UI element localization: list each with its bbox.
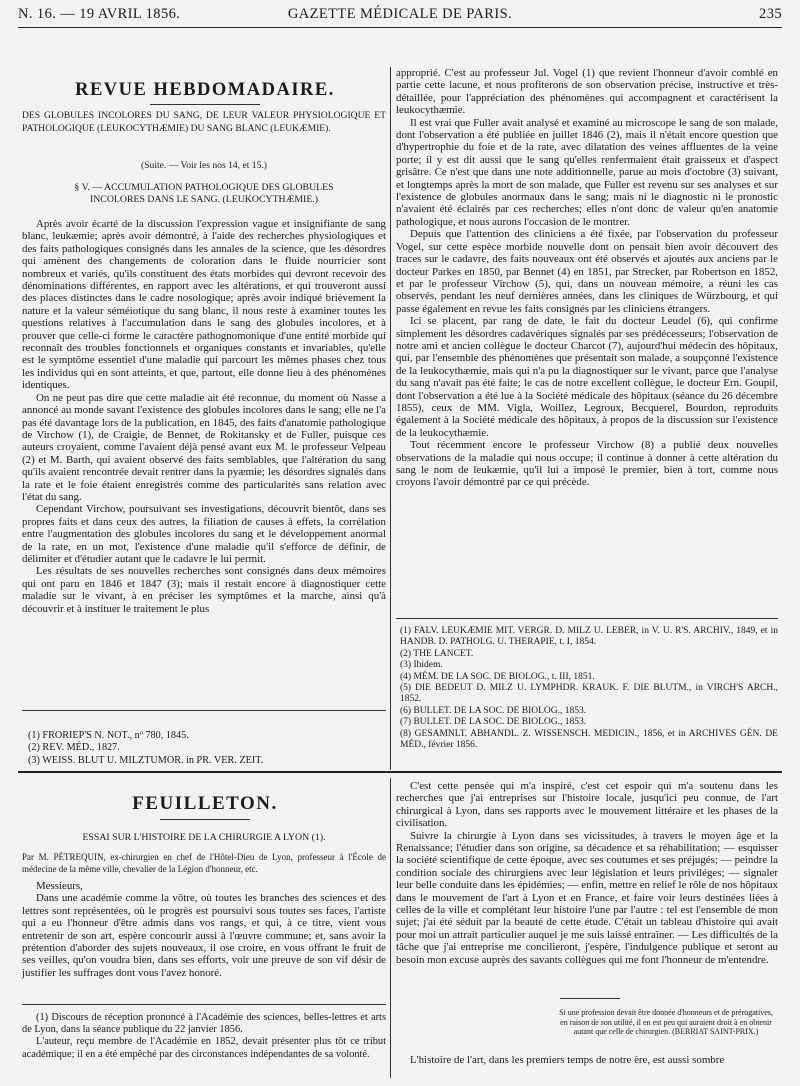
essay-byline: Par M. PÉTREQUIN, ex-chirurgien en chef de l'Hôtel-Dieu de Lyon, professeur à l'École de médecine de la même ville, chevalier de la Légion d'honneur, etc. — [22, 852, 386, 874]
feuilleton-closing: L'histoire de l'art, dans les premiers temps de notre ère, est aussi sombre — [410, 1054, 725, 1066]
footnote: (3) WEISS. BLUT U. MILZTUMOR. in PR. VER. ZEIT. — [28, 754, 264, 766]
footnote: (6) BULLET. DE LA SOC. DE BIOLOG., 1853. — [400, 705, 587, 716]
column-divider-top — [390, 67, 391, 770]
revue-suite: (Suite. — Voir les nos 14, et 15.) — [141, 160, 267, 171]
footnote: (8) GESAMNLT. ABHANDL. Z. WISSENSCH. MEDICIN., 1856, et in ARCHIVES GÉN. DE MÉD., février 1856. — [400, 728, 778, 751]
paragraph: Les résultats de ses nouvelles recherches sont consignés dans deux mémoires qui ont paru en 1846 et 1847 (3); mais il restait encore à diagnostiquer cette maladie sur le vivant, à en préciser les symptômes et la marche, ainsi qu'à découvrir et à instituer le traitement le plus — [22, 565, 386, 615]
feuilleton-title-rule — [160, 819, 250, 820]
page-number: 235 — [759, 6, 782, 22]
epigraph: Si une profession devait être donnée d'honneurs et de prérogatives, en raison de son utilité, il en est peu qui auraient droit à en obtenir autant que celle de chirurgien. (BERRIAT SAINT-PRIX.) — [559, 1008, 773, 1036]
paragraph: Ici se placent, par rang de date, le fait du docteur Leudel (6), qui confirme simplement les désordres cadavériques signalés par ses prédécesseurs; l'observation de notre ami et ancien collègue le docteur Charcot (7), aujourd'hui médecin des hôpitaux, qui, par l'ensemble des phénomènes que présentait son malade, a soupçonné l'existence de la leukocythæmie, mais qui n'a pu la diagnostiquer sur le vivant, parce que l'analyse du sang n'avait pas été faite; le cas de notre excellent collègue, le docteur Ern. Goupil, dont l'observation a été lue à la Société médicale des hôpitaux (séance du 26 décembre 1855), ceux de MM. Vigla, Woillez, Legroux, Becquerel, Bourdon, reproduits également à la Société médicale des hôpitaux, à propos de la discussion sur l'existence de la leukocythæmie. — [396, 315, 778, 439]
paragraph: Tout récemment encore le professeur Virchow (8) a publié deux nouvelles observations de la maladie qui nous occupe; il continue à donner à cette altération du sang le nom de leukæmie, qu'il lui a imposé le premier, bien à tort, comme nous croyons l'avoir démontré par ce qui précède. — [396, 439, 778, 489]
issue-date: N. 16. — 19 AVRIL 1856. — [18, 6, 181, 22]
feuilleton-title: FEUILLETON. — [132, 793, 278, 814]
revue-title: REVUE HEBDOMADAIRE. — [75, 80, 335, 100]
footnote-rule-right — [396, 618, 778, 619]
paragraph: Depuis que l'attention des cliniciens a été fixée, par l'observation du professeur Vogel, sur cette espèce morbide nouvelle dont on pensait bien avoir découvert des traces sur le cadavre, des faits nouveaux ont été observés et ajoutés aux anciens par le docteur Parkes en 1850, par Bennet (4) en 1851, par Strecker, par Robertson en 1852, et par le professeur Virchow (5), qui, dans un nouveau mémoire, a réuni les cas observés, pendant les neuf dernières années, dans les cliniques de Würzbourg, et qui passe également en revue les faits consignés par les cliniciens étrangers. — [396, 228, 778, 315]
title-rule — [150, 104, 260, 105]
revue-section-heading: § V. — ACCUMULATION PATHOLOGIQUE DES GLOBULES INCOLORES DANS LE SANG. (LEUKOCYTHÆMIE.) — [74, 182, 334, 206]
footnote: L'auteur, reçu membre de l'Académie en 1852, devait présenter plus tôt ce tribut académique; il en a été empêché par des circonstances indépendantes de sa volonté. — [22, 1036, 386, 1060]
footnote: (4) MÉM. DE LA SOC. DE BIOLOG., t. III, 1851. — [400, 671, 595, 682]
revue-right-footnotes — [400, 626, 778, 751]
essay-title: ESSAI SUR L'HISTOIRE DE LA CHIRURGIE A LYON (1). — [82, 832, 326, 843]
salutation: Messieurs, — [36, 880, 83, 892]
footnote: (2) REV. MÉD., 1827. — [28, 742, 120, 754]
revue-subtitle: DES GLOBULES INCOLORES DU SANG, DE LEUR VALEUR PHYSIOLOGIQUE ET PATHOLOGIQUE (LEUKOCYTHÆMIE) DU SANG BLANC (LEUKÆMIE). — [22, 110, 386, 134]
feuilleton-left-column — [22, 880, 386, 979]
journal-name: GAZETTE MÉDICALE DE PARIS. — [287, 6, 513, 22]
footnote: (7) BULLET. DE LA SOC. DE BIOLOG., 1853. — [400, 717, 587, 728]
feuilleton-footnote — [22, 1012, 386, 1061]
revue-right-column — [396, 67, 778, 607]
revue-left-footnotes — [28, 730, 384, 767]
revue-left-column — [22, 218, 386, 698]
column-divider-bottom — [390, 778, 391, 1078]
paragraph: Suivre la chirurgie à Lyon dans ses vicissitudes, à travers le moyen âge et la Renaissance; l'étudier dans son origine, sa décadence et sa réhabilitation; — esquisser la société scientifique de cette époque, avec ses coutumes et ses préjugés; — peindre la condition sociale des chirurgiens avec leur législation et leurs priviléges; — signaler leur belle conduite dans les épidémies; — enfin, mettre en relief le rôle de nos hôpitaux dans le mouvement de l'art à Lyon et en France, et faire voir leurs destinées liées à celles de la ville et complétant leur histoire l'une par l'autre : tel est l'ensemble de mon sujet; j'ai été séduit par la beauté de cette étude. C'était un tableau d'histoire qui avait pour moi un attrait particulier auquel je me suis laissé entraîner. — Les difficultés de la tâche que j'ai entreprise me concilieront, j'espère, l'indulgence publique et seront au besoin mon excuse auprès des savants collègues qui me font l'honneur de m'entendre. — [396, 829, 778, 966]
footnote: (5) DIE BEDEUT D. MILZ U. LYMPHDR. KRAUK. F. DIE BLUTM., in VIRCH'S ARCH., 1852. — [400, 683, 778, 705]
footnote: (2) THE LANCET. — [400, 648, 474, 659]
feuilleton-footnote-rule — [22, 1004, 386, 1005]
epigraph-rule — [560, 998, 620, 999]
paragraph: approprié. C'est au professeur Jul. Vogel (1) que revient l'honneur d'avoir comblé en partie cette lacune, et nous profiterons de son observation précise, instructive et très-détaillée, pour l'appréciation des phénomènes qui accompagnent et caractérisent la leukocythæmie. — [396, 67, 778, 117]
footnote: (1) FRORIEP'S N. NOT., nº 780, 1845. — [28, 730, 189, 741]
footnote: (3) Ibidem. — [400, 660, 443, 671]
paragraph: Dans une académie comme la vôtre, où toutes les branches des sciences et des lettres sont représentées, où le progrès est poursuivi sous toutes ses faces, l'artiste qui a eu l'honneur d'être admis dans vos rangs, et qui, à ce titre, vient vous entretenir de son art, espère concourir aussi à l'œuvre commune; et, sans avoir la prétention d'aborder des sujets nouveaux, il ose croire, en vous offrant le fruit de ses veilles, qu'on voudra bien, dans ses efforts, voir une preuve de son vif désir de justifier les suffrages dont vous l'avez honoré. — [22, 892, 386, 979]
paragraph: C'est cette pensée qui m'a inspiré, c'est cet espoir qui m'a soutenu dans les recherches que j'ai entreprises sur l'histoire locale, jusqu'ici peu connue, de l'art chirurgical à Lyon, dans ses rapports avec le mouvement littéraire et les phases de la civilisation. — [396, 780, 778, 830]
footnote: (1) Discours de réception prononcé à l'Académie des sciences, belles-lettres et arts de Lyon, dans la séance publique du 22 janvier 1856. — [22, 1012, 386, 1036]
paragraph: On ne peut pas dire que cette maladie ait été reconnue, du moment où Nasse a annoncé au monde savant l'existence des globules incolores dans le sang; elle ne l'a pas été davantage lors de la publication, en 1845, des faits d'anatomie pathologique de Virchow (1), de Craigie, de Bennet, de Rokitansky et de Fuller, puisque ces auteurs croyaient, comme l'avaient déjà pensé avant eux M. le professeur Velpeau (2) et M. Barth, qui avaient observé des faits semblables, que l'altération du sang qu'ils avaient rencontrée devait rentrer dans la pyæmie; les désordres signalés dans la rate et le foie étaient enregistrés comme des particularités sans relation avec l'état du sang. — [22, 391, 386, 503]
footnote: (1) FALV. LEUKÆMIE MIT. VERGR. D. MILZ U. LEBER, in V. U. R'S. ARCHIV., 1849, et in HANDB. D. PATHOLG. U. THERAPIE, t. I, 1854. — [400, 626, 778, 648]
footnote-rule-left — [22, 710, 386, 711]
feuilleton-separator — [18, 771, 782, 775]
feuilleton-right-column — [396, 780, 778, 966]
running-head — [18, 6, 782, 26]
paragraph: Cependant Virchow, poursuivant ses investigations, découvrit bientôt, dans ses propres faits et dans ceux des autres, la filiation de causes à effets, la corrélation entre l'augmentation des globules incolores du sang et le développement anormal de la rate, en un mot, l'existence d'une maladie qu'il s'efforce de définir, de délimiter et d'étudier autant que le cadavre le lui permit. — [22, 503, 386, 565]
paragraph: Il est vrai que Fuller avait analysé et examiné au microscope le sang de son malade, dont l'observation a été publiée en juillet 1846 (2), mais il n'était encore question que d'hypertrophie du foie et de la rate, avec dilatation des veines affluentes de la veine porte; il y est dit aussi que le sang qu'elles renfermaient était graisseux et d'aspect grisâtre. Ce n'est que dans une note additionnelle, parue au mois d'octobre (3) suivant, et longtemps après la mort de son malade, que Fuller est revenu sur ses analyses et sur l'existence de globules anormaux dans le sang; mais ni le diagnostic ni le pronostic n'avaient été éclairés par ces recherches; elles n'ont donc de valeur qu'en anatomie pathologique, et nous aurons l'occasion de le montrer. — [396, 116, 778, 228]
paragraph: Après avoir écarté de la discussion l'expression vague et insignifiante de sang blanc, leukæmie; après avoir démontré, à l'aide des recherches physiologiques et des faits pathologiques consignés dans les annales de la science, que les désordres qui amènent des changements de coloration dans le fluide nourricier sont nombreux et variés, qu'ils constituent des états morbides qui devront recevoir des dénominations différentes, en rapport avec les altérations, et qui trouveront aussi des places distinctes dans le cadre nosologique; après avoir indiqué brièvement la nature et la valeur séméiotique du sang blanc, il nous reste à examiner toutes les questions relatives à l'accumulation dans le sang des globules incolores, et à prouver que celle-ci forme le caractère pathognomonique d'une entité morbide qui reconnaît des troubles fonctionnels et organiques constants et invariables, qu'elle est le symptôme essentiel d'une maladie qui parcourt les mêmes phases chez tous les individus qui en sont atteints, et que, partout, elle donne lieu à des phénomènes identiques. — [22, 218, 386, 392]
header-rule — [18, 27, 782, 28]
